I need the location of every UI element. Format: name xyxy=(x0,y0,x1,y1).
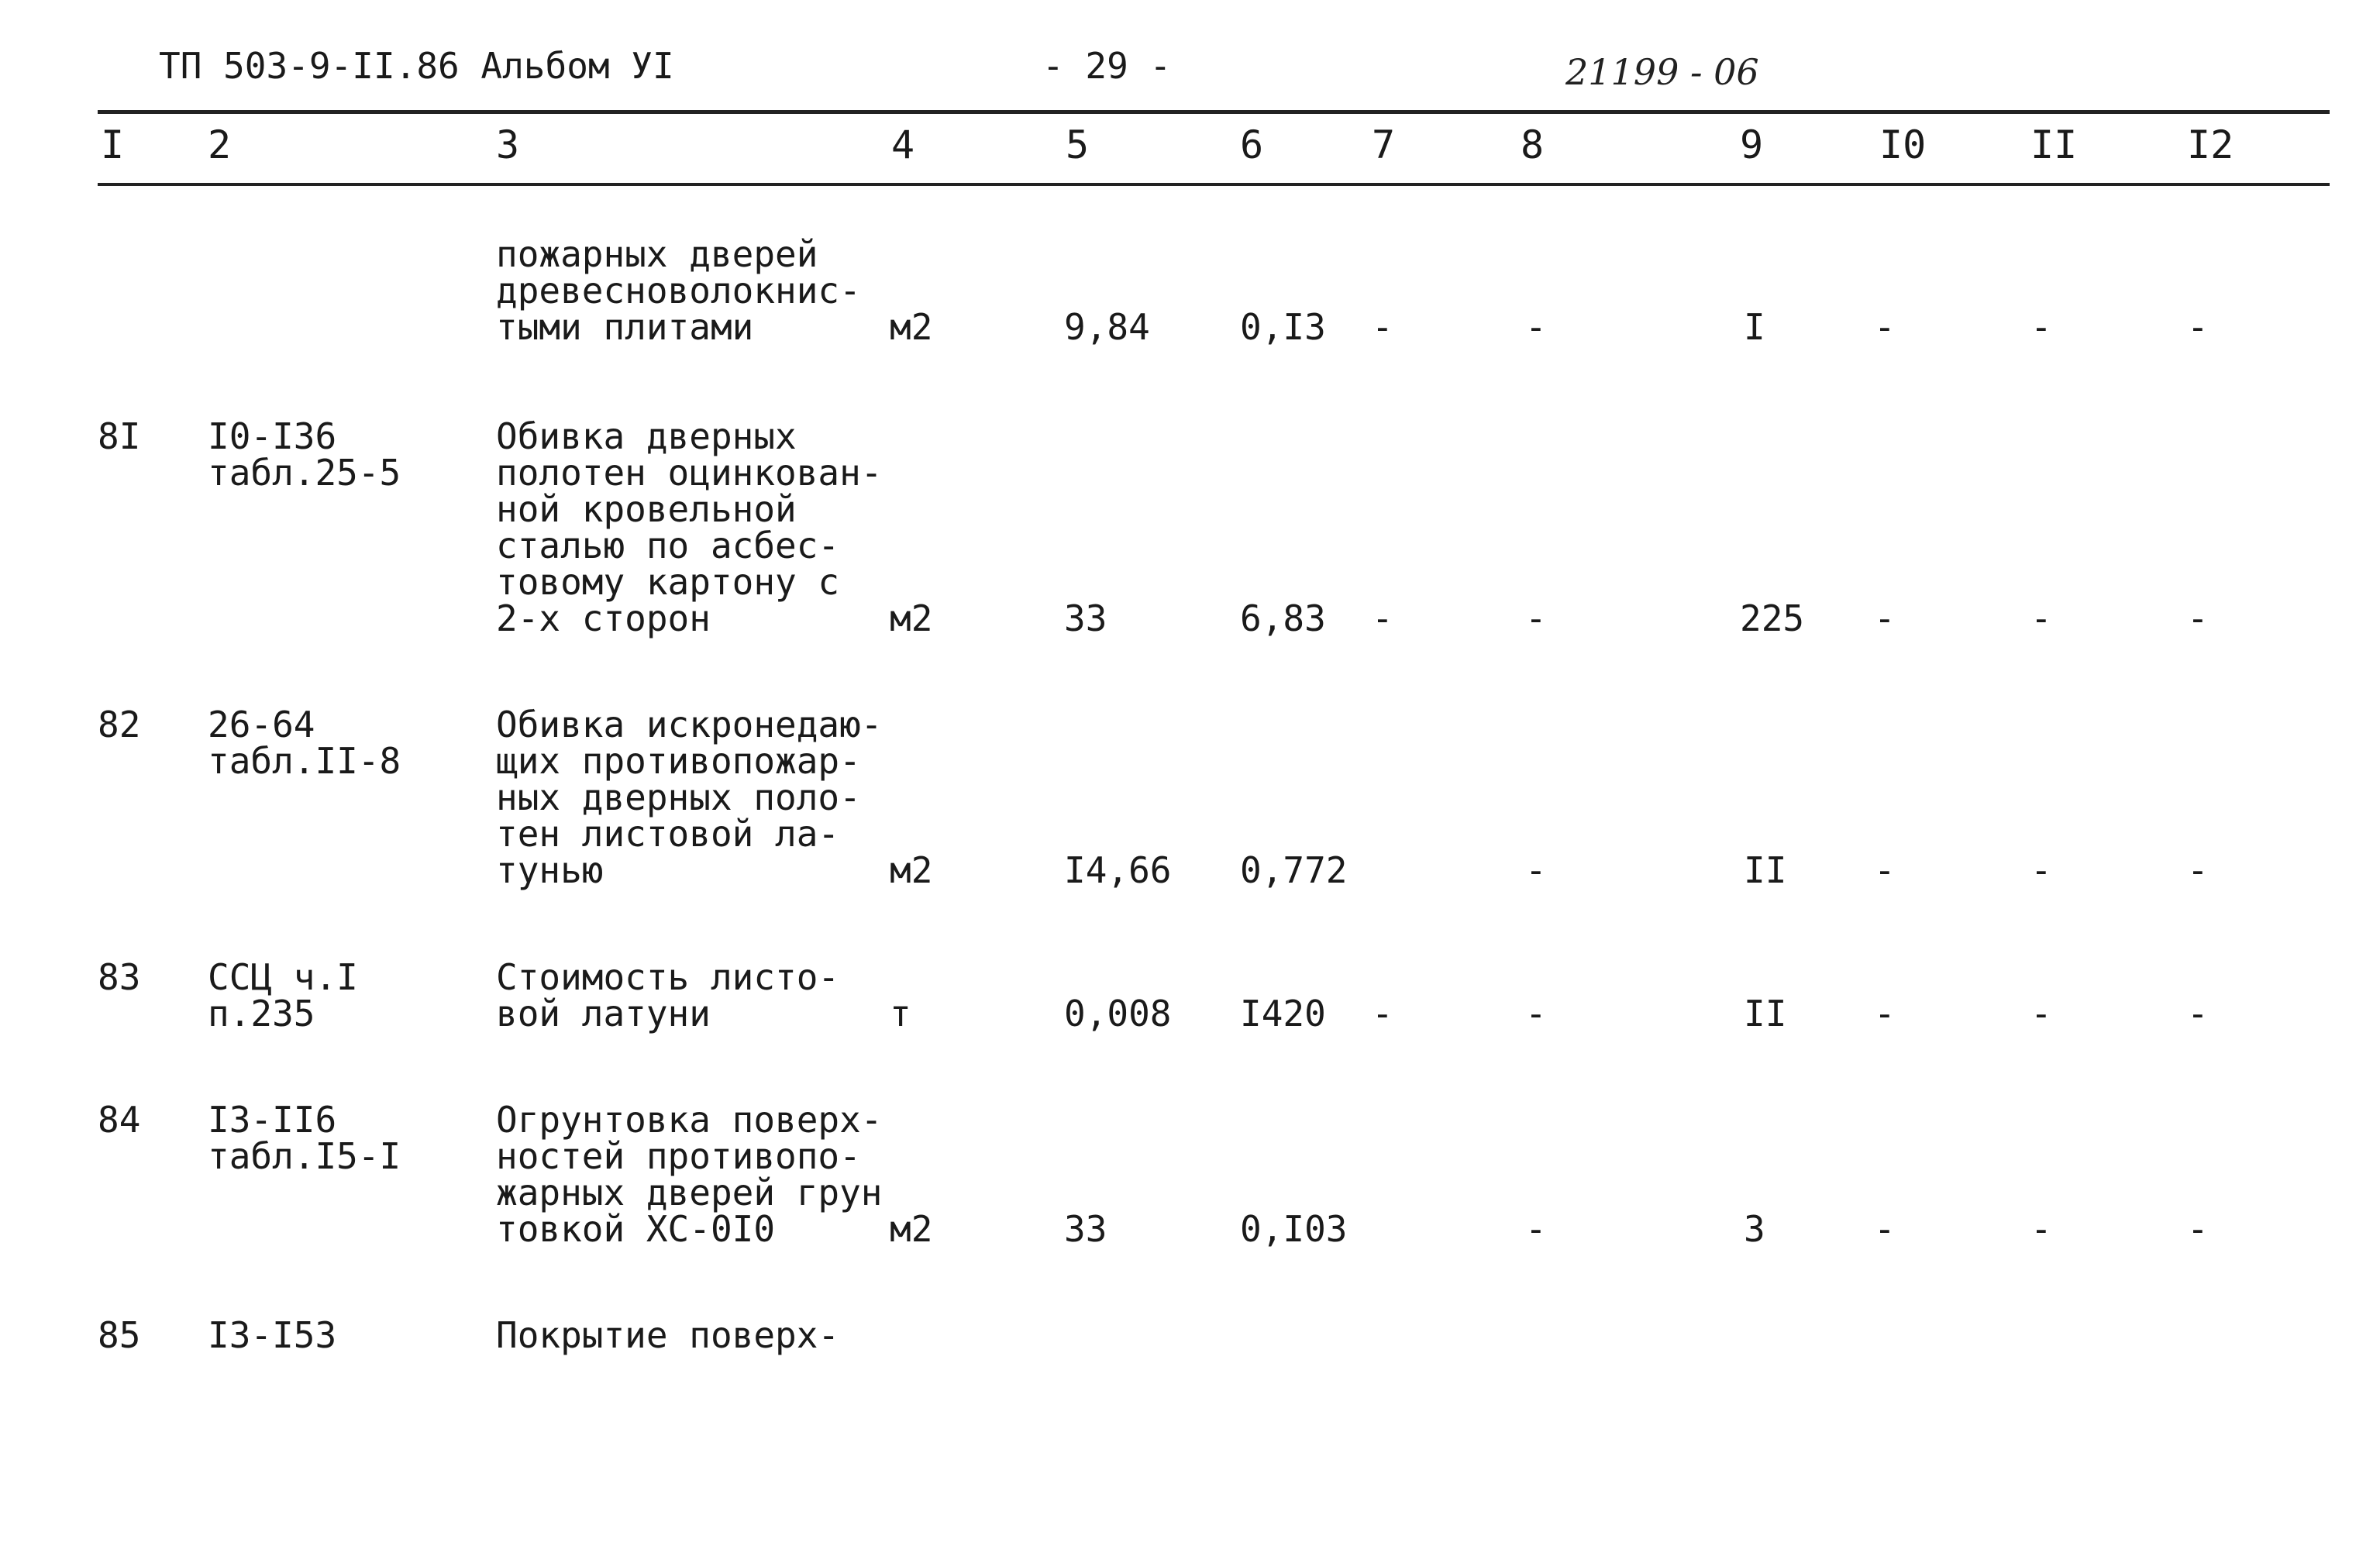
column-number-11: II xyxy=(2030,122,2078,167)
row-col5: I4,66 xyxy=(1064,849,1172,891)
description-line: товому картону с xyxy=(496,561,840,603)
row-col5: 33 xyxy=(1064,1208,1107,1250)
description-line: сталью по асбес- xyxy=(496,525,840,566)
row-description xyxy=(496,956,840,1034)
row-col10: - xyxy=(1874,993,1896,1034)
description-line: тыми плитами xyxy=(496,306,754,348)
description-line: пожарных дверей xyxy=(496,233,818,275)
description-line: Обивка искронедаю- xyxy=(496,704,883,745)
row-col10: - xyxy=(1874,597,1896,639)
row-col5: 33 xyxy=(1064,597,1107,639)
description-line: Покрытие поверх- xyxy=(496,1314,840,1356)
reference-line: ССЦ ч.I xyxy=(208,956,358,998)
row-col12: - xyxy=(2187,1208,2209,1250)
row-unit: т xyxy=(890,993,911,1034)
reference-line: I3-II6 xyxy=(208,1099,337,1141)
reference-line: табл.25-5 xyxy=(208,452,401,494)
description-line: ной кровельной xyxy=(496,488,797,530)
row-col12: - xyxy=(2187,849,2209,891)
reference-line: п.235 xyxy=(208,993,315,1034)
reference-line: I3-I53 xyxy=(208,1314,337,1356)
document-reference: ТП 503-9-II.86 Альбом УI xyxy=(159,45,674,87)
row-col5: 9,84 xyxy=(1064,306,1150,348)
row-description xyxy=(496,1314,840,1356)
description-line: тунью xyxy=(496,849,604,891)
row-col8: - xyxy=(1525,993,1547,1034)
row-col11: - xyxy=(2030,597,2052,639)
row-col9: 225 xyxy=(1740,597,1805,639)
row-col6: 6,83 xyxy=(1240,597,1326,639)
row-col11: - xyxy=(2030,1208,2052,1250)
row-col9: I xyxy=(1744,306,1765,348)
row-description xyxy=(496,1099,883,1250)
column-number-8: 8 xyxy=(1521,122,1545,167)
row-number: 83 xyxy=(98,956,141,998)
row-col5: 0,008 xyxy=(1064,993,1172,1034)
row-col12: - xyxy=(2187,993,2209,1034)
row-reference xyxy=(208,1314,337,1356)
row-number: 85 xyxy=(98,1314,141,1356)
header-rule-top xyxy=(98,110,2330,114)
row-number: 84 xyxy=(98,1099,141,1141)
handwritten-code: 21199 - 06 xyxy=(1565,51,1759,93)
row-col9: II xyxy=(1744,849,1787,891)
row-col8: - xyxy=(1525,1208,1547,1250)
row-reference xyxy=(208,1099,401,1177)
row-col10: - xyxy=(1874,849,1896,891)
row-col8: - xyxy=(1525,597,1547,639)
row-col6: 0,I3 xyxy=(1240,306,1326,348)
reference-line: 26-64 xyxy=(208,704,315,745)
row-col9: 3 xyxy=(1744,1208,1765,1250)
description-line: товкой ХС-0I0 xyxy=(496,1208,776,1250)
row-description xyxy=(496,415,883,639)
column-number-7: 7 xyxy=(1372,122,1396,167)
column-number-2: 2 xyxy=(208,122,232,167)
row-col6: I420 xyxy=(1240,993,1326,1034)
row-reference xyxy=(208,704,401,782)
description-line: древесноволокнис- xyxy=(496,270,861,312)
row-number: 8I xyxy=(98,415,141,457)
description-line: тен листовой ла- xyxy=(496,813,840,855)
reference-line: табл.II-8 xyxy=(208,740,401,782)
row-col7: - xyxy=(1372,993,1393,1034)
row-col7: - xyxy=(1372,306,1393,348)
row-reference xyxy=(208,415,401,494)
description-line: ных дверных поло- xyxy=(496,776,861,818)
row-col11: - xyxy=(2030,306,2052,348)
row-unit: м2 xyxy=(890,1208,933,1250)
row-col10: - xyxy=(1874,306,1896,348)
row-col12: - xyxy=(2187,597,2209,639)
row-col9: II xyxy=(1744,993,1787,1034)
description-line: жарных дверей грун xyxy=(496,1172,883,1213)
row-col6: 0,I03 xyxy=(1240,1208,1348,1250)
row-col6: 0,772 xyxy=(1240,849,1348,891)
row-col11: - xyxy=(2030,993,2052,1034)
reference-line: I0-I36 xyxy=(208,415,337,457)
row-col8: - xyxy=(1525,849,1547,891)
column-number-6: 6 xyxy=(1240,122,1264,167)
reference-line: табл.I5-I xyxy=(208,1135,401,1177)
row-unit: м2 xyxy=(890,849,933,891)
page-number: - 29 - xyxy=(1042,45,1172,87)
description-line: Обивка дверных xyxy=(496,415,797,457)
column-number-5: 5 xyxy=(1066,122,1090,167)
row-unit: м2 xyxy=(890,597,933,639)
column-number-12: I2 xyxy=(2187,122,2234,167)
description-line: ностей противопо- xyxy=(496,1135,861,1177)
row-number: 82 xyxy=(98,704,141,745)
column-number-9: 9 xyxy=(1740,122,1764,167)
description-line: вой латуни xyxy=(496,993,711,1034)
row-col11: - xyxy=(2030,849,2052,891)
row-description xyxy=(496,233,861,348)
description-line: щих противопожар- xyxy=(496,740,861,782)
description-line: полотен оцинкован- xyxy=(496,452,883,494)
row-col12: - xyxy=(2187,306,2209,348)
row-reference xyxy=(208,956,358,1034)
column-number-10: I0 xyxy=(1879,122,1927,167)
row-col10: - xyxy=(1874,1208,1896,1250)
row-col7: - xyxy=(1372,597,1393,639)
column-number-4: 4 xyxy=(891,122,915,167)
description-line: 2-х сторон xyxy=(496,597,711,639)
column-number-1: I xyxy=(101,122,125,167)
column-number-3: 3 xyxy=(496,122,520,167)
row-col8: - xyxy=(1525,306,1547,348)
description-line: Стоимость листо- xyxy=(496,956,840,998)
header-rule-bottom xyxy=(98,183,2330,186)
description-line: Огрунтовка поверх- xyxy=(496,1099,883,1141)
row-description xyxy=(496,704,883,891)
row-unit: м2 xyxy=(890,306,933,348)
